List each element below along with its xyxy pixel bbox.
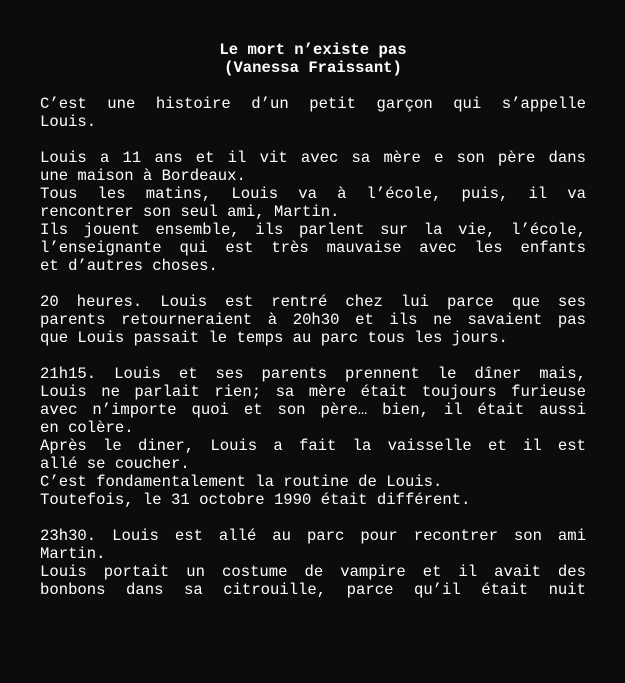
paragraph-5 [40,527,586,599]
text-line: et d’autres choses. [40,257,218,275]
text-line: Après le diner, Louis a fait la vaisselle et il est [40,437,586,455]
text-line: Louis portait un costume de vampire et il avait des [40,563,586,581]
text-line: C’est une histoire d’un petit garçon qui s’appelle [40,95,586,113]
document-author: (Vanessa Fraissant) [224,59,402,77]
document-title: Le mort n’existe pas [219,41,407,59]
paragraph-1 [40,95,586,131]
text-line: parents retourneraient à 20h30 et ils ne savaient pas [40,311,586,329]
paragraph-2 [40,149,586,275]
text-line: une maison à Bordeaux. [40,167,246,185]
text-line: l’enseignante qui est très mauvaise avec les enfants [40,239,586,257]
text-line: Tous les matins, Louis va à l’école, puis, il va [40,185,586,203]
text-line: 21h15. Louis et ses parents prennent le dîner mais, [40,365,586,383]
text-line: bonbons dans sa citrouille, parce qu’il était nuit [40,581,586,599]
text-line: Louis. [40,113,97,131]
paragraph-3 [40,293,586,347]
text-line: que Louis passait le temps au parc tous les jours. [40,329,508,347]
text-line: Toutefois, le 31 octobre 1990 était différent. [40,491,471,509]
text-line: Martin. [40,545,106,563]
text-line: rencontrer son seul ami, Martin. [40,203,340,221]
text-line: avec n’importe quoi et son père… bien, il était aussi [40,401,586,419]
text-line: en colère. [40,419,134,437]
text-line: 23h30. Louis est allé au parc pour recontrer son ami [40,527,586,545]
paragraph-4 [40,365,586,509]
title-block [40,41,586,77]
text-line: Louis ne parlait rien; sa mère était toujours furieuse [40,383,586,401]
text-line: allé se coucher. [40,455,190,473]
text-line: 20 heures. Louis est rentré chez lui parce que ses [40,293,586,311]
text-line: Ils jouent ensemble, ils parlent sur la vie, l’école, [40,221,586,239]
document-page [40,41,586,617]
text-line: Louis a 11 ans et il vit avec sa mère e son père dans [40,149,586,167]
text-line: C’est fondamentalement la routine de Louis. [40,473,443,491]
